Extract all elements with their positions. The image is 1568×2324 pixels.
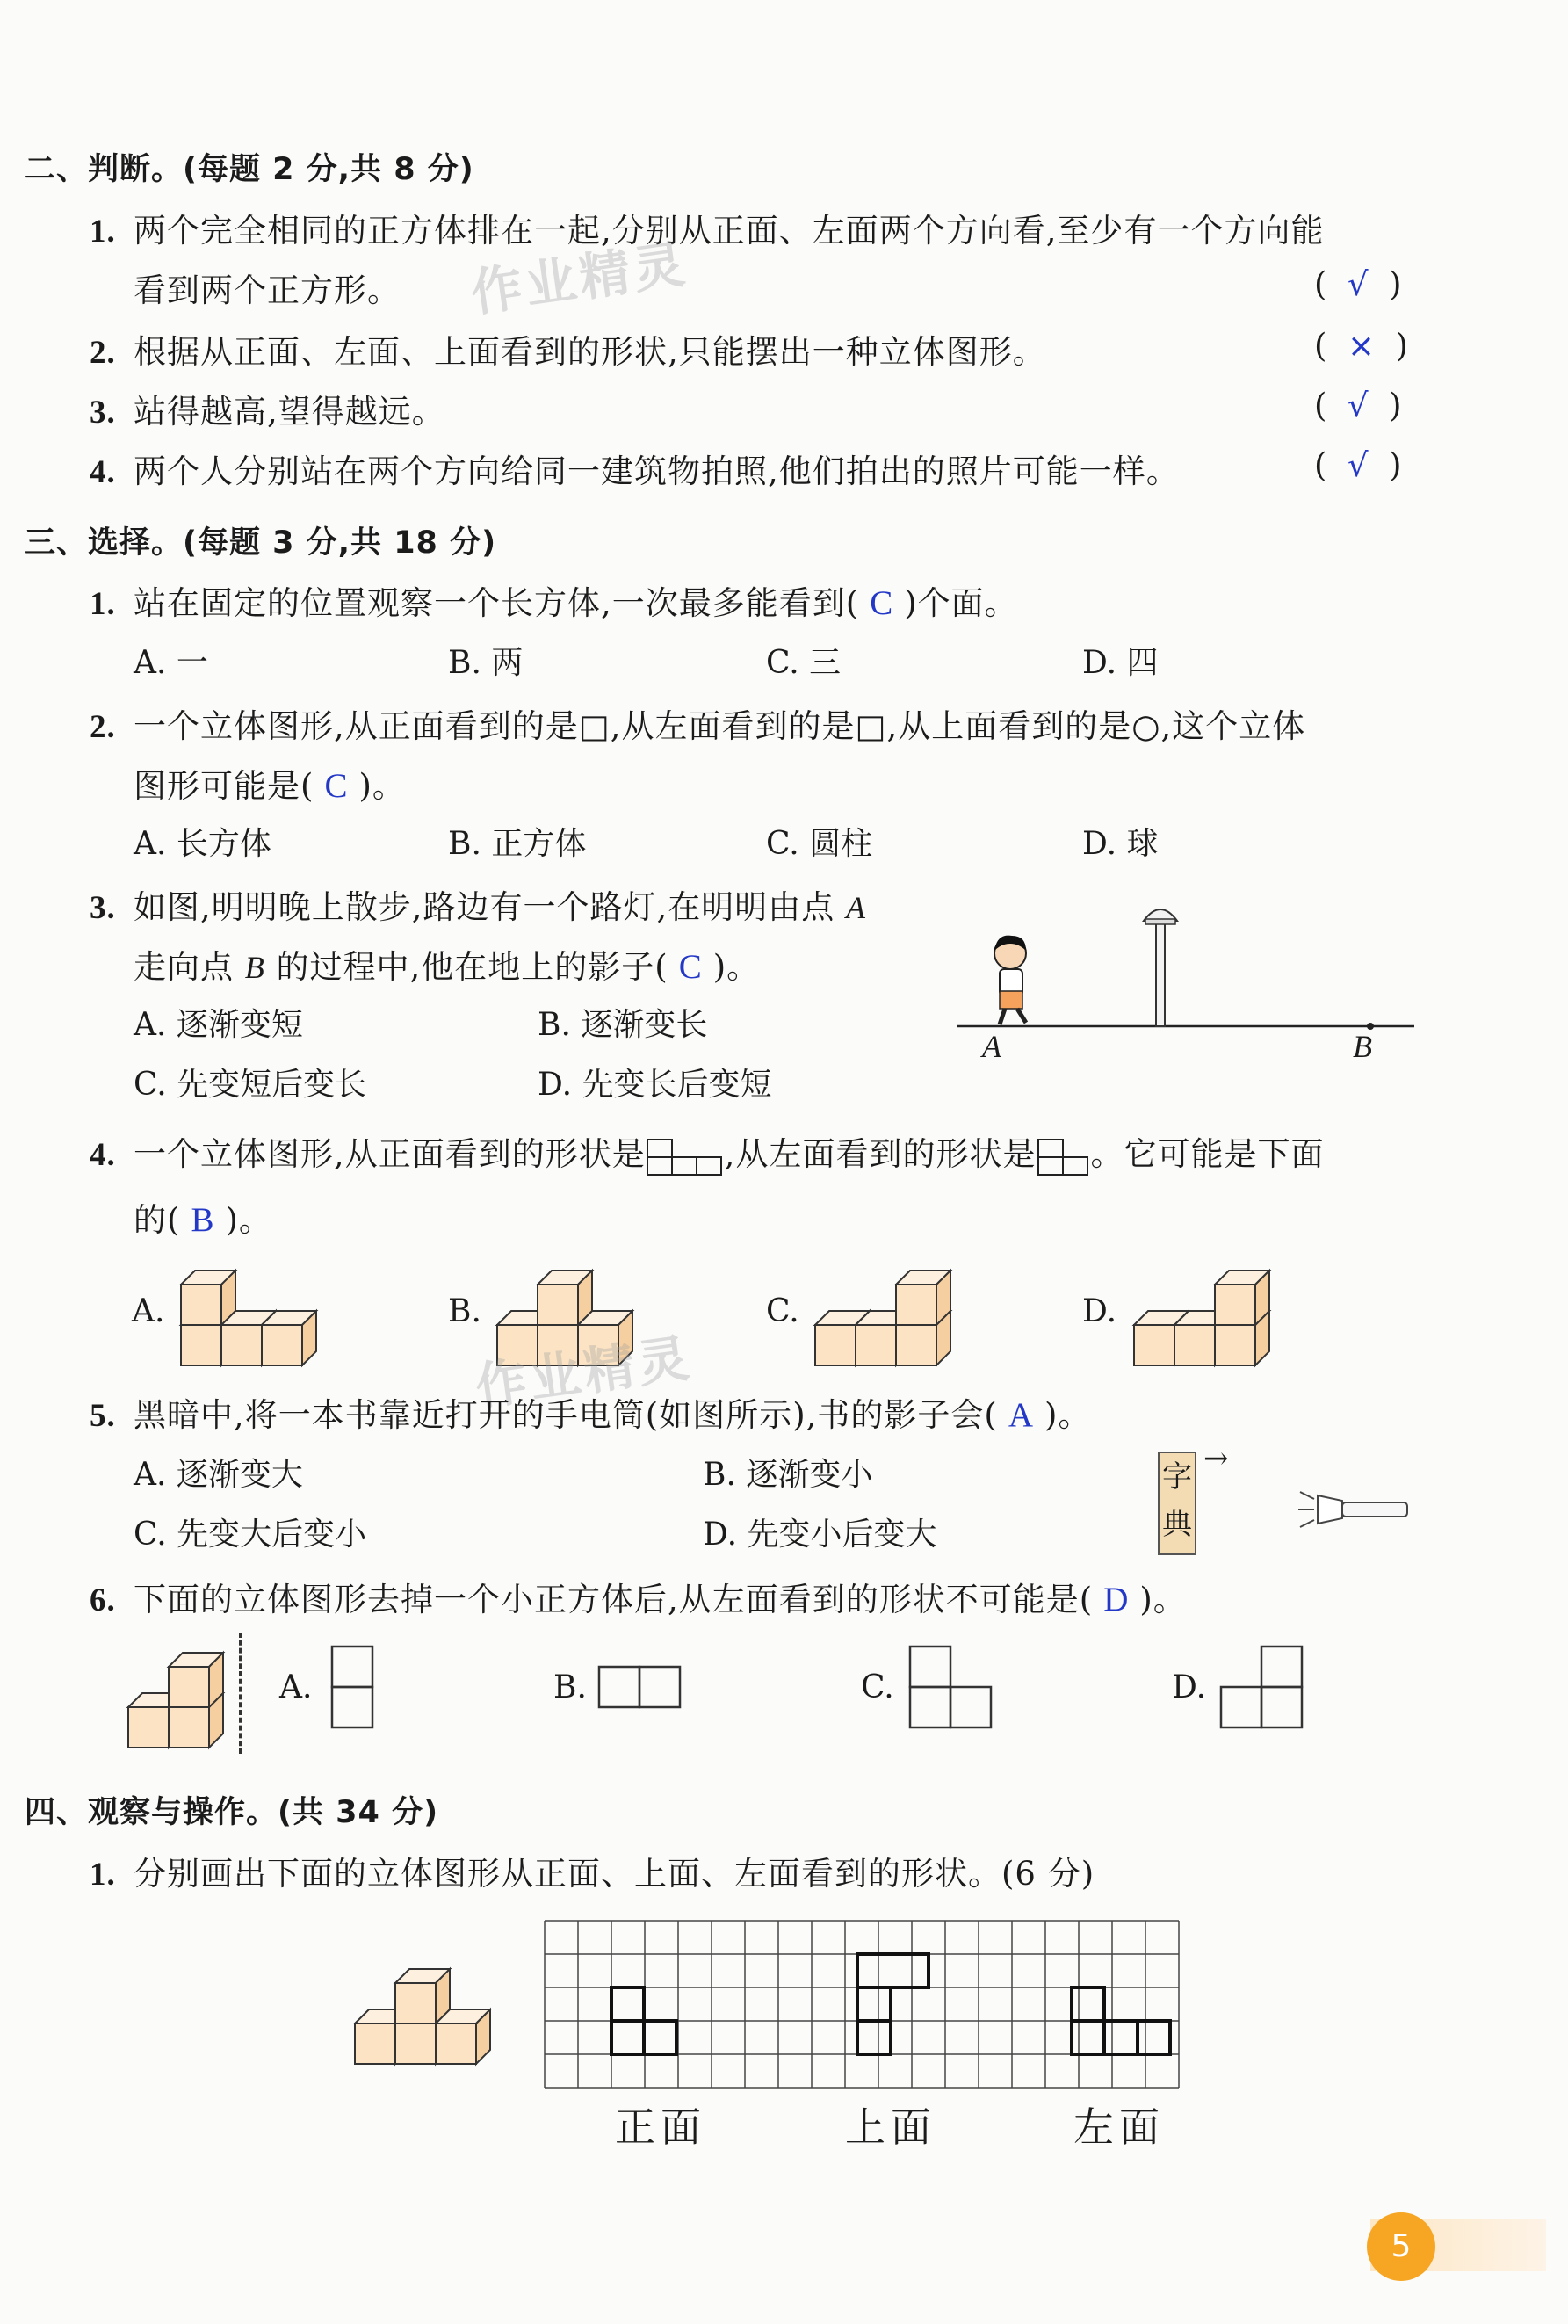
- judge-answer-3: ( √ ): [1314, 387, 1402, 424]
- q6-option-d-label: D.: [1172, 1669, 1207, 1705]
- front-view-shape-icon: [646, 1138, 725, 1176]
- item-text: 两个完全相同的正方体排在一起,分别从正面、左面两个方向看,至少有一个方向能: [134, 212, 1325, 250]
- q3-option-b: B. 逐渐变长: [538, 1007, 708, 1043]
- judge-answer-4: ( √ ): [1314, 446, 1402, 484]
- label-top: 上面: [845, 2103, 936, 2151]
- item-text: 站得越高,望得越远。: [134, 393, 445, 431]
- watermark-2: 作业精灵: [472, 1328, 697, 1417]
- question-text: 分别画出下面的立体图形从正面、上面、左面看到的形状。(6 分): [134, 1855, 1095, 1893]
- answer-mark: √: [1347, 387, 1369, 424]
- q6-option-d-shape: [1219, 1645, 1307, 1733]
- q6-solid-figure: [123, 1630, 255, 1753]
- cube: [436, 2009, 490, 2064]
- cube: [1215, 1271, 1269, 1325]
- q5-option-c: C. 先变大后变小: [134, 1517, 367, 1553]
- cube: [395, 1969, 450, 2024]
- answer: B: [191, 1201, 215, 1239]
- choice-q5: [90, 1388, 1091, 1436]
- point-b: B: [244, 950, 265, 985]
- q4-option-a-label: A.: [132, 1293, 165, 1329]
- left-view-shape-icon: [1037, 1138, 1091, 1176]
- q1-option-d: D. 四: [1082, 645, 1159, 681]
- question-text: 下面的立体图形去掉一个小正方体后,从左面看到的形状不可能是(: [134, 1581, 1094, 1618]
- item-text: 根据从正面、左面、上面看到的形状,只能摆出一种立体图形。: [134, 333, 1046, 371]
- front-view-answer: [611, 1987, 676, 2054]
- q3-option-c: C. 先变短后变长: [134, 1067, 367, 1103]
- q4-option-c-label: C.: [766, 1293, 799, 1329]
- question-text-end: )。: [712, 948, 761, 986]
- judge-item-2: [90, 325, 1046, 373]
- q6-option-a-label: A.: [279, 1669, 313, 1705]
- question-text: 走向点: [134, 948, 245, 986]
- cube: [896, 1271, 950, 1325]
- label-front: 正面: [615, 2103, 706, 2151]
- q5-option-d: D. 先变小后变大: [703, 1517, 937, 1553]
- q4-option-d-cubes: [1129, 1256, 1304, 1371]
- book-char-1: 字: [1162, 1459, 1192, 1495]
- item-number: 3.: [90, 890, 116, 926]
- book-char-2: 典: [1162, 1507, 1192, 1542]
- flashlight-icon: [1298, 1483, 1413, 1536]
- observe-solid-figure: [351, 1929, 501, 2069]
- judge-item-4: [90, 445, 1180, 492]
- page-number-badge: 5: [1367, 2212, 1435, 2281]
- question-text: 如图,明明晚上散步,路边有一个路灯,在明明由点: [134, 888, 847, 926]
- q5-option-a: A. 逐渐变大: [134, 1457, 303, 1493]
- top-view-answer: [857, 1954, 929, 2054]
- item-number: 4.: [90, 454, 116, 490]
- q6-option-b-label: B.: [553, 1669, 587, 1705]
- choice-q4: [90, 1127, 1325, 1176]
- judge-item-1-line2: 看到两个正方形。: [134, 271, 401, 309]
- boy-icon: [994, 936, 1026, 1024]
- q2-option-c: C. 圆柱: [766, 826, 873, 862]
- q3-option-a: A. 逐渐变短: [134, 1007, 303, 1043]
- item-text: 两个人分别站在两个方向给同一建筑物拍照,他们拍出的照片可能一样。: [134, 452, 1180, 490]
- q4-option-a-cubes: [176, 1256, 351, 1371]
- watermark: 作业精灵: [467, 234, 692, 323]
- q2-option-b: B. 正方体: [448, 826, 587, 862]
- cube: [181, 1271, 235, 1325]
- q5-option-b: B. 逐渐变小: [703, 1457, 873, 1493]
- question-text: 图形可能是(: [134, 767, 314, 805]
- q1-option-b: B. 两: [448, 645, 524, 681]
- streetlamp-figure: [949, 887, 1423, 1081]
- lamp-post: [1144, 909, 1177, 1026]
- q6-option-c-shape: [908, 1645, 996, 1733]
- question-text: 黑暗中,将一本书靠近打开的手电筒(如图所示),书的影子会(: [134, 1396, 998, 1434]
- question-text: 的过程中,他在地上的影子(: [264, 948, 668, 986]
- q6-option-c-label: C.: [861, 1669, 894, 1705]
- left-view-answer: [1072, 1987, 1170, 2054]
- figure-label-b: B: [1353, 1029, 1372, 1064]
- question-text-end: )。: [225, 1201, 272, 1239]
- figure-label-a: A: [982, 1029, 1001, 1064]
- point-a: A: [846, 890, 867, 925]
- answer-mark: ×: [1347, 327, 1375, 365]
- observe-q1: [90, 1847, 1095, 1894]
- drawing-grid: [538, 1915, 1214, 2091]
- item-number: 4.: [90, 1137, 116, 1173]
- item-number: 5.: [90, 1398, 116, 1434]
- choice-q2: [90, 699, 1305, 747]
- answer: C: [324, 767, 349, 805]
- section-judge-title: 二、判断。(每题 2 分,共 8 分): [25, 152, 474, 187]
- q3-option-d: D. 先变长后变短: [538, 1067, 772, 1103]
- book-icon: [1158, 1452, 1196, 1555]
- item-number: 6.: [90, 1582, 116, 1618]
- item-number: 1.: [90, 586, 116, 622]
- question-text: 。它可能是下面: [1090, 1135, 1325, 1173]
- question-text-end: )。: [358, 767, 406, 805]
- choice-q6: [90, 1573, 1187, 1620]
- q1-option-c: C. 三: [766, 645, 842, 681]
- question-text: 的(: [134, 1201, 181, 1239]
- q4-option-c-cubes: [810, 1256, 986, 1371]
- question-text: 站在固定的位置观察一个长方体,一次最多能看到(: [134, 584, 860, 622]
- question-text-end: )个面。: [904, 584, 1018, 622]
- answer: D: [1103, 1581, 1130, 1618]
- label-left: 左面: [1073, 2103, 1165, 2151]
- section-choice-title: 三、选择。(每题 3 分,共 18 分): [25, 525, 497, 561]
- q6-option-a-shape: [330, 1645, 376, 1733]
- answer: A: [1008, 1396, 1034, 1434]
- item-number: 1.: [90, 1857, 116, 1893]
- question-text: 一个立体图形,从正面看到的形状是: [134, 1135, 646, 1173]
- cube: [538, 1271, 592, 1325]
- cube: [169, 1653, 223, 1707]
- item-number: 3.: [90, 395, 116, 431]
- question-text-end: )。: [1044, 1396, 1092, 1434]
- choice-q1: [90, 576, 1018, 624]
- judge-answer-1: ( √ ): [1314, 265, 1402, 303]
- item-number: 2.: [90, 335, 116, 371]
- judge-item-3: [90, 385, 445, 432]
- item-number: 2.: [90, 709, 116, 745]
- answer: C: [678, 948, 703, 986]
- arrow-right-icon: →: [1203, 1441, 1229, 1476]
- choice-q4-line2: [134, 1193, 272, 1241]
- judge-item-1: [90, 204, 1325, 251]
- cube: [262, 1311, 316, 1365]
- answer: C: [870, 584, 894, 622]
- choice-q2-line2: [134, 759, 406, 807]
- q1-option-a: A. 一: [134, 645, 208, 681]
- question-text: ,从左面看到的形状是: [724, 1135, 1037, 1173]
- question-text: 一个立体图形,从正面看到的是□,从左面看到的是□,从上面看到的是○,这个立体: [134, 707, 1306, 745]
- q4-option-d-label: D.: [1082, 1293, 1117, 1329]
- answer-mark: √: [1347, 446, 1369, 484]
- judge-answer-2: ( × ): [1314, 327, 1408, 365]
- q6-option-b-shape: [597, 1665, 685, 1711]
- divider-line: [239, 1633, 242, 1754]
- q2-option-a: A. 长方体: [134, 826, 271, 862]
- question-text-end: )。: [1139, 1581, 1187, 1618]
- section-observe-title: 四、观察与操作。(共 34 分): [25, 1795, 439, 1830]
- q2-option-d: D. 球: [1082, 826, 1159, 862]
- choice-q3: [90, 880, 866, 928]
- answer-mark: √: [1347, 265, 1369, 303]
- choice-q3-line2: [134, 940, 760, 988]
- q4-option-b-label: B.: [448, 1293, 481, 1329]
- item-number: 1.: [90, 214, 116, 250]
